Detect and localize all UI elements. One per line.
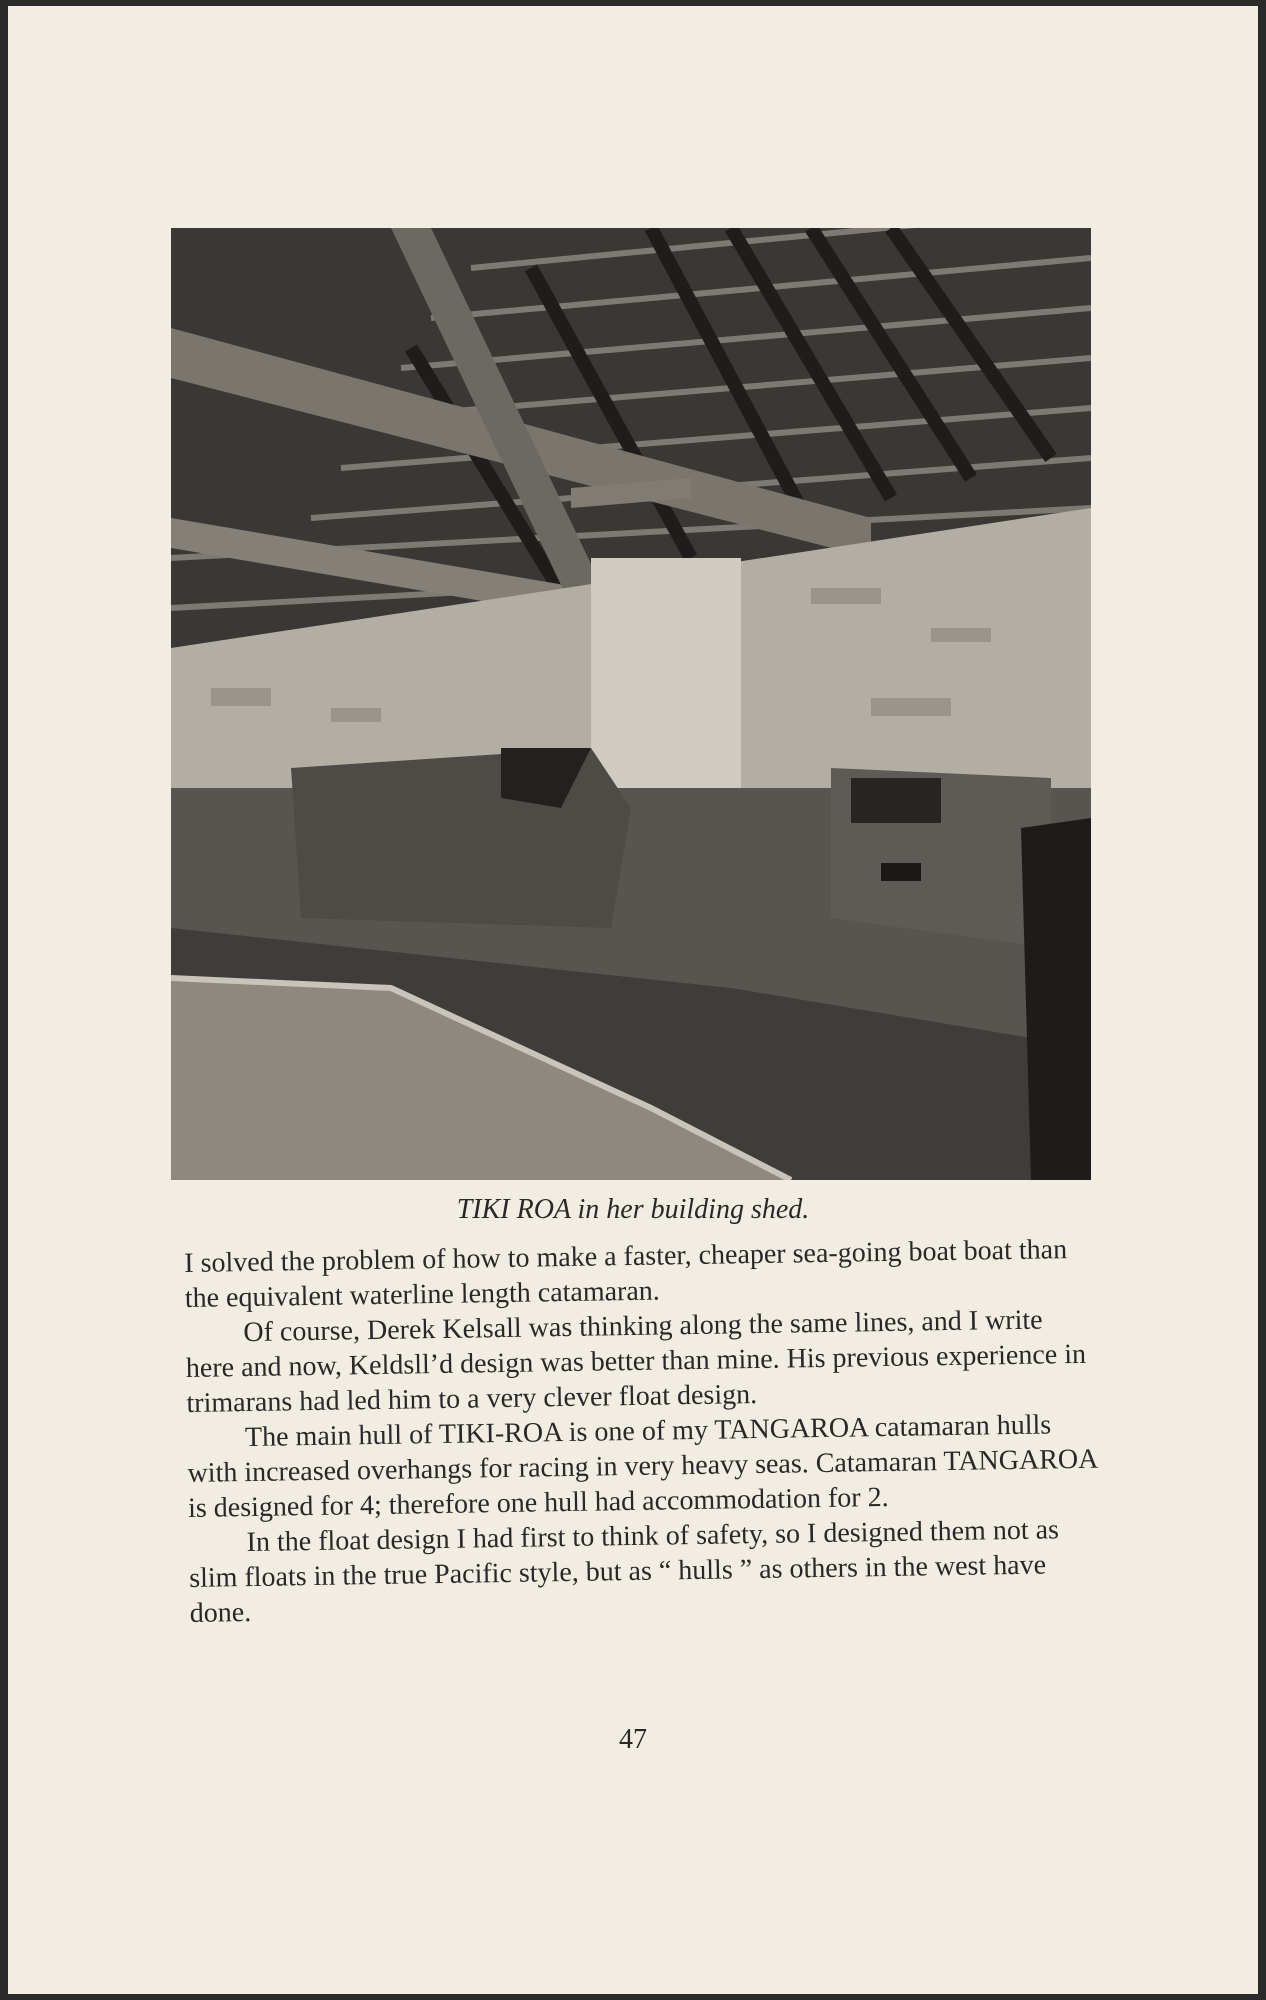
paragraph: The main hull of TIKI-ROA is one of my TANGAROA catamaran hulls with increased overhangs for racing in very heavy seas. Catamaran TANGAROA is designed for 4; therefore one hull had accommodation for 2. <box>187 1409 1098 1524</box>
boat-shed-photo <box>171 228 1091 1180</box>
body-text <box>184 1232 1100 1631</box>
book-page <box>8 6 1258 1994</box>
paragraph: Of course, Derek Kelsall was thinking along the same lines, and I write here and now, Keldsll’d design was better than mine. His previous experience in trimarans had led him to a very clever float design. <box>185 1304 1087 1419</box>
paragraph: In the float design I had first to think of safety, so I designed them not as slim floats in the true Pacific style, but as “ hulls ” as others in the west have done. <box>188 1514 1060 1629</box>
photo-caption: TIKI ROA in her building shed. <box>456 1194 810 1225</box>
paragraph: I solved the problem of how to make a faster, cheaper sea-going boat boat than the equivalent waterline length catamaran. <box>184 1234 1068 1314</box>
page-number: 47 <box>619 1724 647 1755</box>
